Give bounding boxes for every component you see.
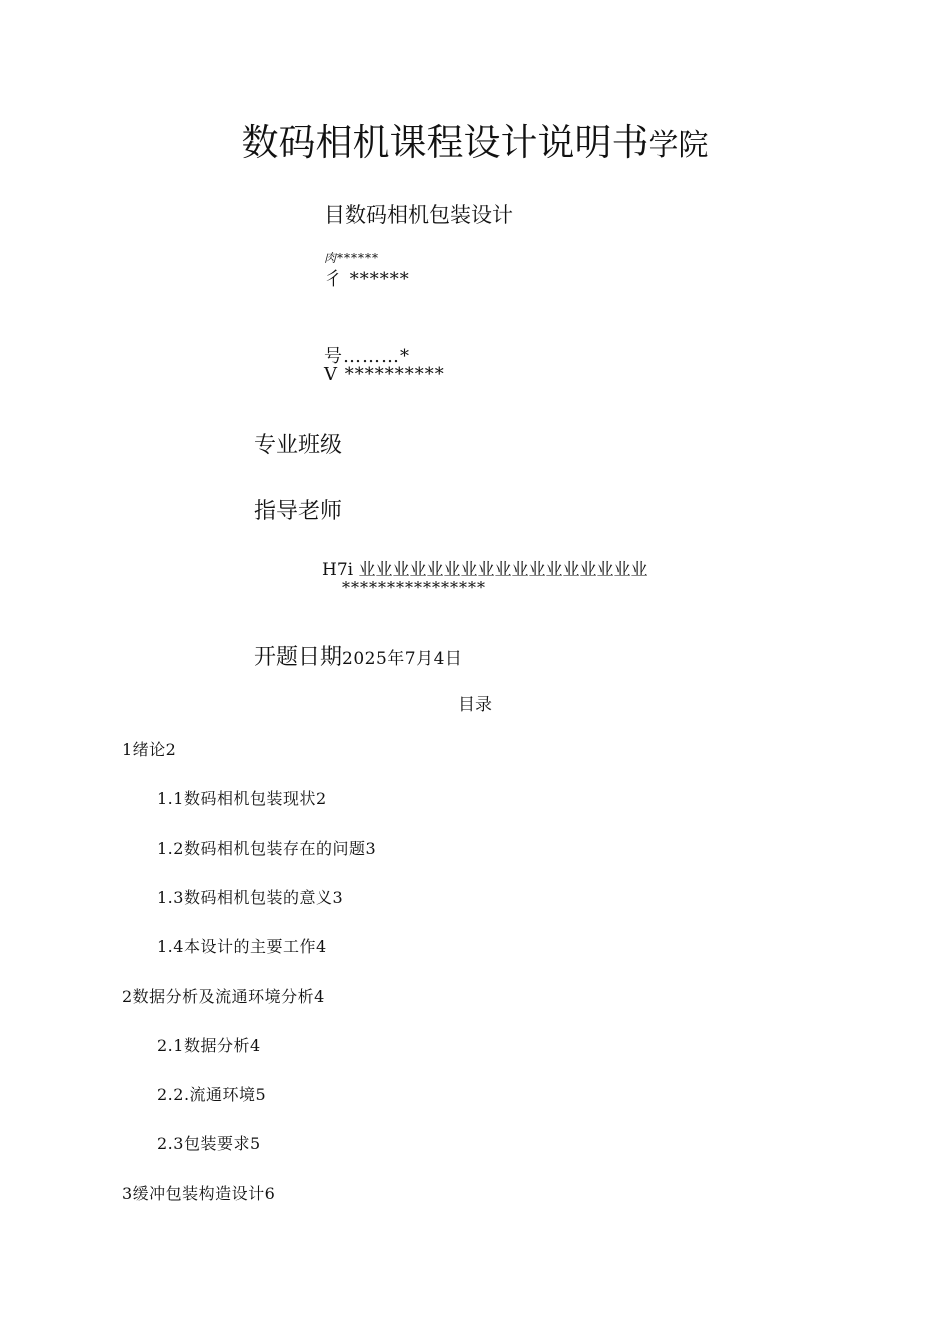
advisor-label: 指导老师 — [254, 499, 343, 524]
title-main: 数码相机课程设计说明书 — [241, 121, 649, 164]
advisor-line-2: **************** — [342, 578, 486, 597]
start-date-label: 开题日期 — [254, 645, 343, 670]
toc-item[interactable]: 1.3数码相机包装的意义3 — [157, 888, 344, 907]
major-class-label: 专业班级 — [254, 433, 343, 458]
toc-item[interactable]: 1.1数码相机包装现状2 — [157, 789, 327, 808]
start-date-value: 2025年7月4日 — [342, 649, 463, 669]
advisor-line-1: H7i 业业业业业业业业业业业业业业业业业 — [322, 560, 648, 580]
toc-item[interactable]: 1.4本设计的主要工作4 — [157, 937, 327, 956]
toc-item[interactable]: 2.2.流通环境5 — [157, 1085, 267, 1104]
toc-item[interactable]: 1绪论2 — [122, 740, 177, 759]
toc-item[interactable]: 2数据分析及流通环境分析4 — [122, 987, 325, 1006]
toc-heading: 目录 — [458, 695, 492, 715]
toc-item[interactable]: 3缓冲包装构造设计6 — [122, 1184, 276, 1203]
title-suffix: 学院 — [648, 128, 709, 163]
start-date-row — [254, 640, 462, 671]
number-line-2: V ********** — [324, 364, 445, 385]
name-line: 彳 ****** — [324, 269, 410, 290]
toc-item[interactable]: 2.3包装要求5 — [157, 1134, 261, 1153]
document-title — [0, 112, 950, 166]
toc-item[interactable]: 2.1数据分析4 — [157, 1036, 261, 1055]
garbled-line: 肉****** — [324, 251, 380, 265]
number-line-1: 号………* — [324, 346, 410, 367]
topic-line: 目数码相机包装设计 — [324, 203, 513, 227]
toc-item[interactable]: 1.2数码相机包装存在的问题3 — [157, 839, 377, 858]
